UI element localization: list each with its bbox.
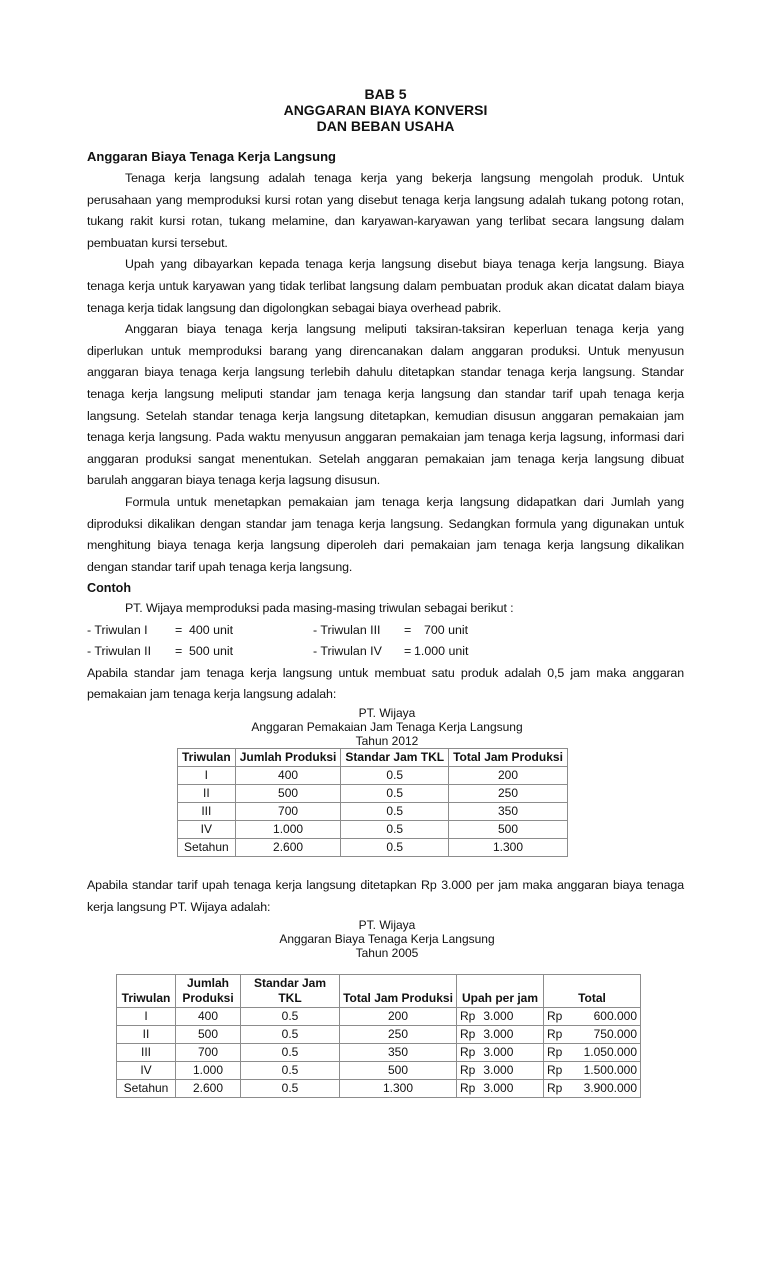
col-header-jumlah-produksi: Jumlah Produksi xyxy=(235,749,341,767)
currency-label: Rp xyxy=(460,1063,476,1078)
cell-total-jam: 1.300 xyxy=(449,839,568,857)
cell-standar: 0.5 xyxy=(341,821,449,839)
total-value: 1.500.000 xyxy=(583,1063,637,1078)
cell-triwulan: III xyxy=(178,803,236,821)
table1-year: Tahun 2012 xyxy=(355,734,419,749)
total-value: 600.000 xyxy=(593,1009,637,1024)
cell-jumlah: 500 xyxy=(176,1026,241,1044)
cell-total xyxy=(544,1044,641,1062)
currency-label: Rp xyxy=(460,1027,476,1042)
col-header-upah: Upah per jam xyxy=(457,975,544,1008)
currency-label: Rp xyxy=(460,1081,476,1096)
paragraph-wage-rate: Apabila standar tarif upah tenaga kerja langsung ditetapkan Rp 3.000 per jam maka anggaran biaya tenaga kerja langsung PT. Wijaya adalah: xyxy=(87,878,684,914)
cell-total-jam: 350 xyxy=(340,1044,457,1062)
cell-total xyxy=(544,1008,641,1026)
document-page xyxy=(87,86,684,1098)
cell-jumlah: 700 xyxy=(235,803,341,821)
upah-value: 3.000 xyxy=(483,1081,514,1096)
paragraph-3: Anggaran biaya tenaga kerja langsung meliputi taksiran-taksiran keperluan tenaga kerja yang diperlukan untuk memproduksi barang yang direncanakan dalam anggaran produksi. Untuk menyusun anggaran biaya tenaga kerja langsung terlebih dahulu ditetapkan standar tenaga kerja langsung. Standar tenaga kerja langsung meliputi standar jam tenaga kerja langsung dan standar tarif upah tenaga kerja langsung. Setelah standar tenaga kerja langsung ditetapkan, kemudian disusun anggaran pemakaian jam tenaga kerja langsung. Pada waktu menyusun anggaran pemakaian jam tenaga kerja lagsung, informasi dari anggaran produksi sangat menentukan. Setelah anggaran pemakaian jam tenaga kerja langsung dibuat barulah anggaran biaya tenaga kerja lagsung disusun. xyxy=(87,322,684,488)
cell-total xyxy=(544,1026,641,1044)
cell-upah xyxy=(457,1062,544,1080)
table1-title: Anggaran Pemakaian Jam Tenaga Kerja Langsung xyxy=(251,720,523,735)
col-header-total: Total xyxy=(544,975,641,1008)
paragraph-4: Formula untuk menetapkan pemakaian jam tenaga kerja langsung didapatkan dari Jumlah yang diproduksi dikalikan dengan standar jam tenaga kerja langsung. Sedangkan formula yang digunakan untuk menghitung biaya tenaga kerja langsung diperoleh dari pemakaian jam tenaga kerja langsung dikalikan dengan standar tarif upah tenaga kerja langsung. xyxy=(87,494,684,574)
cell-standar: 0.5 xyxy=(241,1062,340,1080)
cell-jumlah: 700 xyxy=(176,1044,241,1062)
currency-label: Rp xyxy=(547,1009,563,1024)
table2-title: Anggaran Biaya Tenaga Kerja Langsung xyxy=(279,932,495,947)
quarter-4-label: - Triwulan IV xyxy=(313,643,382,658)
cell-total-jam: 500 xyxy=(449,821,568,839)
cell-standar: 0.5 xyxy=(241,1026,340,1044)
quarter-3-label: - Triwulan III xyxy=(313,622,381,637)
cell-triwulan: I xyxy=(178,767,236,785)
col-header-triwulan: Triwulan xyxy=(117,975,176,1008)
labor-cost-table xyxy=(116,974,641,1098)
cell-upah xyxy=(457,1026,544,1044)
upah-value: 3.000 xyxy=(483,1027,514,1042)
col-header-standar-jam: Standar Jam TKL xyxy=(341,749,449,767)
cell-triwulan: III xyxy=(117,1044,176,1062)
quarter-4-value: 1.000 unit xyxy=(414,643,469,658)
currency-label: Rp xyxy=(547,1045,563,1060)
quarter-2-label: - Triwulan II xyxy=(87,643,152,658)
cell-total-jam: 1.300 xyxy=(340,1080,457,1098)
cell-triwulan: IV xyxy=(117,1062,176,1080)
cell-standar: 0.5 xyxy=(341,839,449,857)
total-value: 1.050.000 xyxy=(583,1045,637,1060)
cell-standar: 0.5 xyxy=(341,803,449,821)
cell-triwulan: IV xyxy=(178,821,236,839)
example-label: Contoh xyxy=(87,581,132,596)
table-row xyxy=(117,1044,641,1062)
currency-label: Rp xyxy=(460,1045,476,1060)
table-row xyxy=(117,1026,641,1044)
quarter-3-eq: = xyxy=(404,622,412,637)
cell-jumlah: 400 xyxy=(235,767,341,785)
cell-total-jam: 350 xyxy=(449,803,568,821)
total-value: 3.900.000 xyxy=(583,1081,637,1096)
cell-upah xyxy=(457,1044,544,1062)
table2-company: PT. Wijaya xyxy=(358,918,416,933)
paragraph-standard-hours: Apabila standar jam tenaga kerja langsung untuk membuat satu produk adalah 0,5 jam maka anggaran pemakaian jam tenaga kerja langsung adalah: xyxy=(87,665,684,702)
cell-total xyxy=(544,1062,641,1080)
total-value: 750.000 xyxy=(593,1027,637,1042)
table-row-total xyxy=(117,1080,641,1098)
col-header-triwulan: Triwulan xyxy=(178,749,236,767)
quarter-1-eq: = xyxy=(175,622,183,637)
currency-label: Rp xyxy=(547,1027,563,1042)
quarter-2-eq: = xyxy=(175,643,183,658)
table2-caption xyxy=(187,918,587,960)
cell-total-jam: 200 xyxy=(449,767,568,785)
cell-jumlah: 2.600 xyxy=(176,1080,241,1098)
upah-value: 3.000 xyxy=(483,1009,514,1024)
cell-jumlah: 500 xyxy=(235,785,341,803)
cell-total-jam: 250 xyxy=(340,1026,457,1044)
cell-jumlah: 2.600 xyxy=(235,839,341,857)
table-row xyxy=(117,1008,641,1026)
cell-total-jam: 250 xyxy=(449,785,568,803)
quarter-1-value: 400 unit xyxy=(189,622,234,637)
cell-standar: 0.5 xyxy=(241,1044,340,1062)
quarter-4-eq: = xyxy=(404,643,412,658)
table-row xyxy=(178,821,568,839)
table-header-row xyxy=(178,749,568,767)
cell-standar: 0.5 xyxy=(241,1080,340,1098)
table-row xyxy=(178,767,568,785)
cell-standar: 0.5 xyxy=(241,1008,340,1026)
paragraph-1: Tenaga kerja langsung adalah tenaga kerja yang bekerja langsung mengolah produk. Untuk perusahaan yang memproduksi kursi rotan yang disebut tenaga kerja langsung adalah tukang potong rotan, tukang rakit kursi rotan, tukang melamine, dan karyawan-karyawan yang terlibat secara langsung dalam pembuatan kursi tersebut. xyxy=(87,171,684,250)
cell-triwulan: Setahun xyxy=(178,839,236,857)
cell-total-jam: 500 xyxy=(340,1062,457,1080)
cell-jumlah: 400 xyxy=(176,1008,241,1026)
table1-caption xyxy=(187,706,587,748)
table-row xyxy=(178,785,568,803)
quarter-3-value: 700 unit xyxy=(424,622,469,637)
upah-value: 3.000 xyxy=(483,1045,514,1060)
chapter-title xyxy=(87,86,684,134)
col-header-total-jam: Total Jam Produksi xyxy=(340,975,457,1008)
cell-triwulan: I xyxy=(117,1008,176,1026)
example-intro: PT. Wijaya memproduksi pada masing-masing triwulan sebagai berikut : xyxy=(125,601,514,616)
col-header-standar-jam: Standar Jam TKL xyxy=(241,975,340,1008)
currency-label: Rp xyxy=(547,1063,563,1078)
col-header-jumlah-produksi: Jumlah Produksi xyxy=(176,975,241,1008)
cell-triwulan: II xyxy=(178,785,236,803)
table-row xyxy=(178,803,568,821)
cell-upah xyxy=(457,1008,544,1026)
cell-jumlah: 1.000 xyxy=(176,1062,241,1080)
cell-jumlah: 1.000 xyxy=(235,821,341,839)
quarter-2-value: 500 unit xyxy=(189,643,234,658)
quarter-list xyxy=(87,620,684,663)
currency-label: Rp xyxy=(547,1081,563,1096)
chapter-title-line-2: DAN BEBAN USAHA xyxy=(316,118,455,134)
table-row xyxy=(117,1062,641,1080)
paragraph-2: Upah yang dibayarkan kepada tenaga kerja langsung disebut biaya tenaga kerja langsung. Biaya tenaga kerja untuk karyawan yang tidak terlibat langsung dalam pembuatan produk akan dicatat dalam biaya tenaga kerja tidak langsung dan digolongkan sebagai biaya overhead pabrik. xyxy=(87,257,684,315)
upah-value: 3.000 xyxy=(483,1063,514,1078)
cell-triwulan: II xyxy=(117,1026,176,1044)
table-row-total xyxy=(178,839,568,857)
cell-standar: 0.5 xyxy=(341,785,449,803)
col-header-total-jam: Total Jam Produksi xyxy=(449,749,568,767)
cell-total-jam: 200 xyxy=(340,1008,457,1026)
labor-hours-table xyxy=(177,748,568,857)
table1-company: PT. Wijaya xyxy=(358,706,416,721)
table-header-row xyxy=(117,975,641,1008)
table2-year: Tahun 2005 xyxy=(355,946,419,961)
cell-triwulan: Setahun xyxy=(117,1080,176,1098)
cell-upah xyxy=(457,1080,544,1098)
currency-label: Rp xyxy=(460,1009,476,1024)
section-title: Anggaran Biaya Tenaga Kerja Langsung xyxy=(87,149,336,164)
chapter-number: BAB 5 xyxy=(364,86,407,102)
cell-standar: 0.5 xyxy=(341,767,449,785)
quarter-1-label: - Triwulan I xyxy=(87,622,148,637)
cell-total xyxy=(544,1080,641,1098)
chapter-title-line-1: ANGGARAN BIAYA KONVERSI xyxy=(283,102,488,118)
